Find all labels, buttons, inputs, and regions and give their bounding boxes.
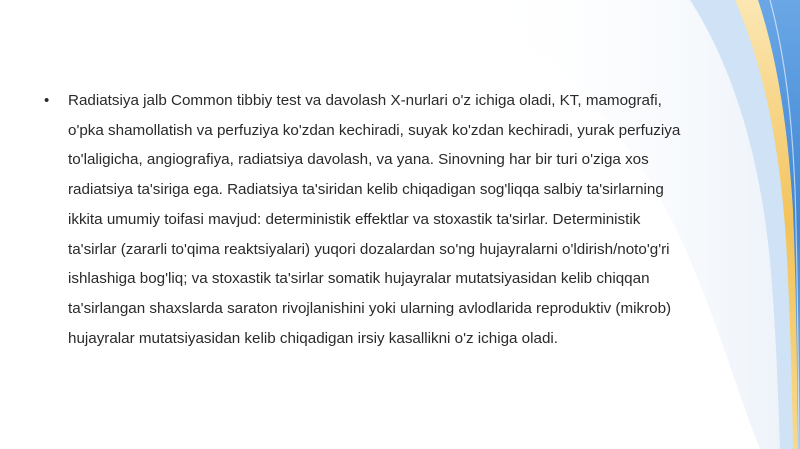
paragraph-line: radiatsiya ta'siriga ega. Radiatsiya ta'siridan kelib chiqadigan sog'liqqa salbiy ta'sirlarning [68, 181, 664, 199]
bullet-paragraph [68, 86, 680, 353]
paragraph-line: Radiatsiya jalb Common tibbiy test va davolash X-nurlari o'z ichiga oladi, KT, mamografi, [68, 92, 662, 109]
paragraph-line: hujayralar mutatsiyasidan kelib chiqadigan irsiy kasallikni o'z ichiga oladi. [68, 329, 558, 347]
paragraph-line: ta'sirlangan shaxslarda saraton rivojlanishini yoki ularning avlodlarida reproduktiv (mikrob) [68, 299, 672, 317]
paragraph-line: ikkita umumiy toifasi mavjud: deterministik effektlar va stoxastik ta'sirlar. Deterministik [68, 210, 641, 228]
bullet-content [44, 86, 744, 353]
paragraph-line: to'laligicha, angiografiya, radiatsiya davolash, va yana. Sinovning har bir turi o'ziga xos [68, 151, 649, 169]
bullet-marker: • [44, 92, 50, 109]
paragraph-line: ishlashiga bog'liq; va stoxastik ta'sirlar somatik hujayralar mutatsiyasidan kelib chiqqan [68, 270, 650, 288]
bullet-item [44, 86, 744, 353]
paragraph-line: o'pka shamollatish va perfuziya ko'zdan kechiradi, suyak ko'zdan kechiradi, yurak perfuziya [68, 121, 681, 139]
paragraph-line: ta'sirlar (zararli to'qima reaktsiyalari) yuqori dozalardan so'ng hujayralarni o'ldirish/noto'g'ri [68, 240, 670, 258]
